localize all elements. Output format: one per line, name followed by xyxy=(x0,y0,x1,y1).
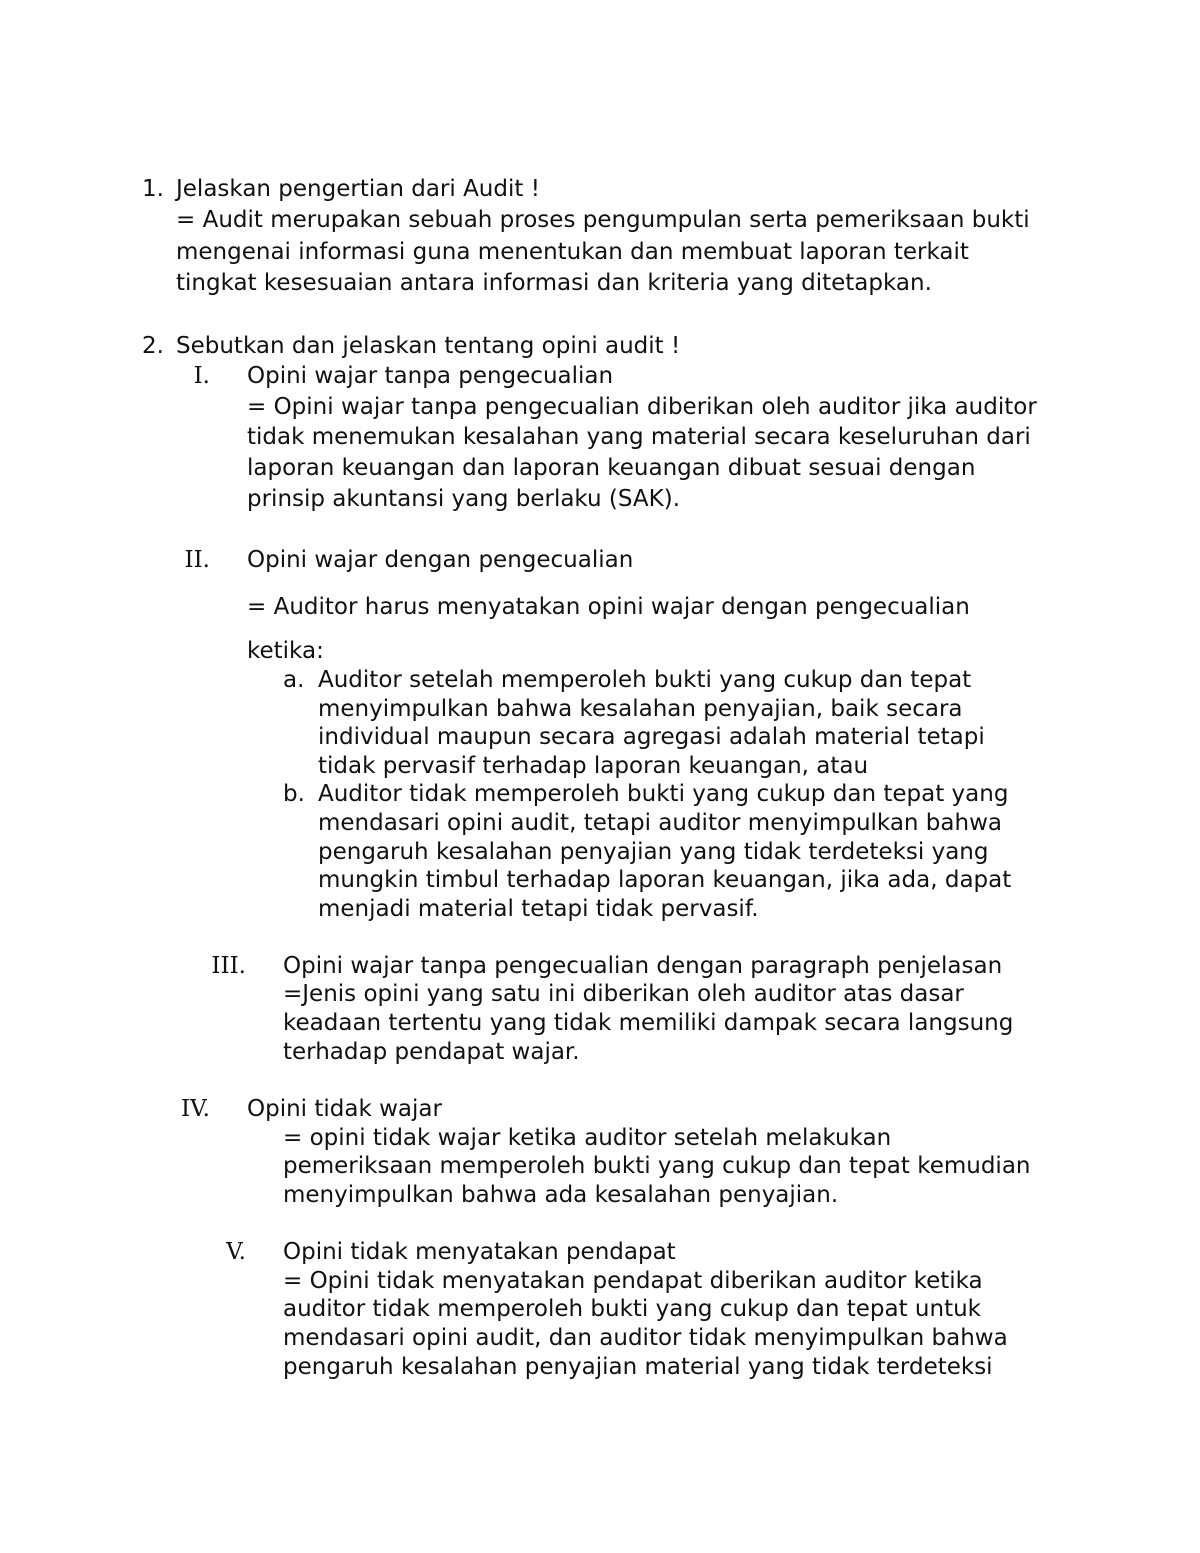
q1-number: 1. xyxy=(142,176,164,202)
opinion-iv-line: = opini tidak wajar ketika auditor setelah melakukan xyxy=(283,1125,892,1151)
opinion-ii-line: = Auditor harus menyatakan opini wajar dengan pengecualian xyxy=(247,594,970,620)
opinion-title-iii: Opini wajar tanpa pengecualian dengan paragraph penjelasan xyxy=(283,953,1003,979)
opinion-i-line: tidak menemukan kesalahan yang material secara keseluruhan dari xyxy=(247,424,1031,450)
subitem-a-line: Auditor setelah memperoleh bukti yang cukup dan tepat xyxy=(318,667,972,693)
subitem-b-line: menjadi material tetapi tidak pervasif. xyxy=(318,896,759,922)
subitem-a-line: menyimpulkan bahwa kesalahan penyajian, baik secara xyxy=(318,696,963,722)
opinion-i-line: = Opini wajar tanpa pengecualian diberikan oleh auditor jika auditor xyxy=(247,394,1037,420)
subitem-b-line: mungkin timbul terhadap laporan keuangan, jika ada, dapat xyxy=(318,867,1012,893)
opinion-numeral-ii: II. xyxy=(184,547,210,573)
opinion-title-v: Opini tidak menyatakan pendapat xyxy=(283,1239,676,1265)
opinion-numeral-v: V. xyxy=(226,1239,246,1265)
opinion-title-iv: Opini tidak wajar xyxy=(247,1096,442,1122)
opinion-title-ii: Opini wajar dengan pengecualian xyxy=(247,547,634,573)
subitem-a-line: individual maupun secara agregasi adalah material tetapi xyxy=(318,724,985,750)
subitem-b-line: Auditor tidak memperoleh bukti yang cukup dan tepat yang xyxy=(318,781,1009,807)
opinion-iii-line: terhadap pendapat wajar. xyxy=(283,1039,580,1065)
subitem-b-line: pengaruh kesalahan penyajian yang tidak terdeteksi yang xyxy=(318,839,989,865)
subitem-a-line: tidak pervasif terhadap laporan keuangan, atau xyxy=(318,753,869,779)
opinion-iii-line: keadaan tertentu yang tidak memiliki dampak secara langsung xyxy=(283,1010,1014,1036)
opinion-v-line: mendasari opini audit, dan auditor tidak menyimpulkan bahwa xyxy=(283,1325,1008,1351)
opinion-numeral-iii: III. xyxy=(211,953,246,979)
opinion-numeral-i: I. xyxy=(193,363,210,389)
opinion-v-line: = Opini tidak menyatakan pendapat diberikan auditor ketika xyxy=(283,1268,983,1294)
opinion-ii-line: ketika: xyxy=(247,638,324,664)
opinion-i-line: prinsip akuntansi yang berlaku (SAK). xyxy=(247,486,681,512)
subitem-b-line: mendasari opini audit, tetapi auditor menyimpulkan bahwa xyxy=(318,810,1002,836)
opinion-iii-line: =Jenis opini yang satu ini diberikan oleh auditor atas dasar xyxy=(283,981,964,1007)
opinion-iv-line: pemeriksaan memperoleh bukti yang cukup dan tepat kemudian xyxy=(283,1153,1031,1179)
q1-answer-line: tingkat kesesuaian antara informasi dan kriteria yang ditetapkan. xyxy=(176,270,932,296)
q2-number: 2. xyxy=(142,333,164,359)
q2-question: Sebutkan dan jelaskan tentang opini audit ! xyxy=(176,333,681,359)
opinion-iv-line: menyimpulkan bahwa ada kesalahan penyajian. xyxy=(283,1182,839,1208)
q1-answer-line: mengenai informasi guna menentukan dan membuat laporan terkait xyxy=(176,239,969,265)
opinion-numeral-iv: IV. xyxy=(181,1096,210,1122)
opinion-v-line: pengaruh kesalahan penyajian material yang tidak terdeteksi xyxy=(283,1354,993,1380)
subitem-letter-b: b. xyxy=(283,781,305,807)
subitem-letter-a: a. xyxy=(283,667,305,693)
opinion-v-line: auditor tidak memperoleh bukti yang cukup dan tepat untuk xyxy=(283,1296,981,1322)
opinion-title-i: Opini wajar tanpa pengecualian xyxy=(247,363,614,389)
q1-answer-line: = Audit merupakan sebuah proses pengumpulan serta pemeriksaan bukti xyxy=(176,207,1030,233)
q1-question: Jelaskan pengertian dari Audit ! xyxy=(176,176,540,202)
opinion-i-line: laporan keuangan dan laporan keuangan dibuat sesuai dengan xyxy=(247,455,976,481)
